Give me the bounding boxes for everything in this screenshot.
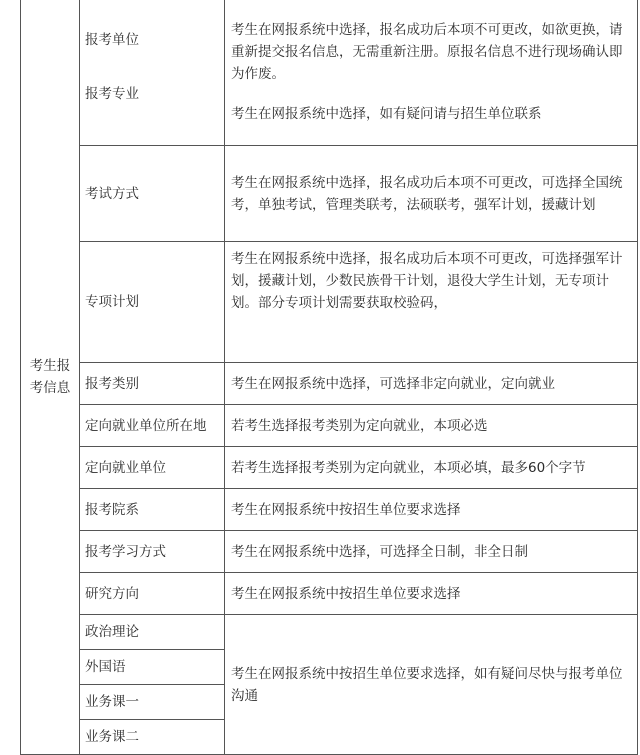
desc-apply-unit: 考生在网报系统中选择，报名成功后本项不可更改，如欲更换，请重新提交报名信息，无需重新注册。原报名信息不进行现场确认即为作废。 <box>231 22 623 82</box>
field-research-direction: 研究方向 <box>80 573 225 615</box>
field-description <box>225 0 638 146</box>
desc-study-mode: 考生在网报系统中选择，可选择全日制，非全日制 <box>225 531 638 573</box>
field-directed-unit: 定向就业单位 <box>80 447 225 489</box>
desc-exam-method: 考生在网报系统中选择，报名成功后本项不可更改，可选择全国统考，单独考试，管理类联考，法硕联考，强军计划，援藏计划 <box>225 146 638 242</box>
desc-apply-category: 考生在网报系统中选择，可选择非定向就业，定向就业 <box>225 363 638 405</box>
field-course-two: 业务课二 <box>80 720 225 755</box>
field-exam-method: 考试方式 <box>80 146 225 242</box>
field-study-mode: 报考学习方式 <box>80 531 225 573</box>
desc-department: 考生在网报系统中按招生单位要求选择 <box>225 489 638 531</box>
desc-apply-major: 考生在网报系统中选择，如有疑问请与招生单位联系 <box>231 106 542 122</box>
field-name <box>80 0 225 146</box>
field-politics: 政治理论 <box>80 615 225 650</box>
desc-exam-subjects: 考生在网报系统中按招生单位要求选择，如有疑问尽快与报考单位沟通 <box>225 615 638 755</box>
registration-info-table <box>20 0 638 755</box>
field-apply-category: 报考类别 <box>80 363 225 405</box>
field-foreign-language: 外国语 <box>80 650 225 685</box>
desc-directed-location: 若考生选择报考类别为定向就业，本项必选 <box>225 405 638 447</box>
field-course-one: 业务课一 <box>80 685 225 720</box>
field-special-plan: 专项计划 <box>80 242 225 363</box>
desc-directed-unit: 若考生选择报考类别为定向就业，本项必填，最多60个字节 <box>225 447 638 489</box>
field-directed-location: 定向就业单位所在地 <box>80 405 225 447</box>
desc-special-plan: 考生在网报系统中选择，报名成功后本项不可更改，可选择强军计划，援藏计划，少数民族骨干计划，退役大学生计划，无专项计划。部分专项计划需要获取校验码， <box>225 242 638 363</box>
field-apply-major: 报考专业 <box>85 86 139 102</box>
section-label: 考生报考信息 <box>21 0 80 755</box>
field-department: 报考院系 <box>80 489 225 531</box>
desc-research-direction: 考生在网报系统中按招生单位要求选择 <box>225 573 638 615</box>
field-apply-unit: 报考单位 <box>85 32 139 48</box>
